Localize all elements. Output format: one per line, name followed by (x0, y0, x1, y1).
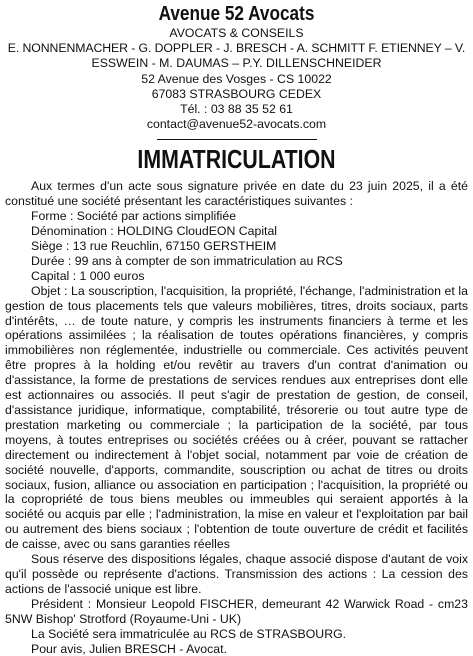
notice-immatriculation: La Société sera immatriculée au RCS de STRASBOURG. (31, 626, 347, 641)
firm-address-city: 67083 STRASBOURG CEDEX (151, 86, 322, 101)
notice-dispositions: Sous réserve des dispositions légales, chaque associé dispose d'autant de voix qu'il possède ou représente d'actions. Transmission des actions : La cession des actions de l'associé unique est libre. (5, 552, 468, 596)
notice-body (5, 179, 468, 656)
notice-president: Président : Monsieur Leopold FISCHER, demeurant 42 Warwick Road - cm23 5NW Bishop' Strotford (Royaume-Uni - UK) (5, 596, 468, 626)
notice-forme: Forme : Société par actions simplifiée (31, 209, 237, 224)
header-divider (157, 139, 317, 140)
notice-duree: Durée : 99 ans à compter de son immatriculation au RCS (31, 253, 343, 268)
law-firm-header (5, 2, 468, 132)
notice-siege: Siège : 13 rue Reuchlin, 67150 GERSTHEIM (31, 239, 277, 254)
notice-title: IMMATRICULATION (137, 144, 336, 175)
notice-denomination: Dénomination : HOLDING CloudEON Capital (31, 224, 278, 239)
firm-name: Avenue 52 Avocats (158, 3, 315, 25)
firm-email: contact@avenue52-avocats.com (146, 117, 327, 132)
notice-signature: Pour avis, Julien BRESCH - Avocat. (31, 641, 227, 656)
partners-line-1: E. NONNENMACHER - G. DOPPLER - J. BRESCH - A. SCHMITT F. ETIENNEY – V. (7, 41, 466, 56)
notice-objet: Objet : La souscription, l'acquisition, la propriété, l'échange, l'administration et la gestion de tous placements tels que valeurs mobilières, titres, droits sociaux, parts d'intérêts, … de toute nature, y compris les instruments financiers à terme et les opérations assimilées ; la réalisation de toutes opérations financières, y compris immobilières non réglementée, industrielle ou commerciale. Ces activités peuvent être propres à la holding et/ou revêtir au travers d'un contrat d'animation ou d'assistance, la forme de prestations de services rendues aux entreprises dont elle est actionnaires ou associés. Il peut s'agir de prestation de gestion, de conseil, d'assistance juridique, informatique, comptabilité, trésorerie ou tout autre type de prestation marketing ou commerciale ; la participation de la société, par tous moyens, à toutes entreprises ou sociétés créées ou à créer, pouvant se rattacher directement ou indirectement à l'objet social, notamment par voie de création de société nouvelle, d'apports, commandite, souscription ou achat de titres ou droits sociaux, fusion, alliance ou association en participation ; l'acquisition, la propriété ou la copropriété de tous biens meubles ou immeubles qui seraient apportés à la société ou acquis par elle ; l'administration, la mise en valeur et l'exploitation par bail ou autrement des biens sociaux ; l'obtention de toute ouverture de crédit et facilités de caisse, avec ou sans garanties réelles (5, 283, 468, 552)
notice-intro: Aux termes d'un acte sous signature privée en date du 23 juin 2025, il a été constitué une société présentant les caractéristiques suivantes : (5, 179, 468, 209)
legal-notice-page (0, 2, 473, 656)
firm-phone: Tél. : 03 88 35 52 61 (180, 102, 293, 117)
notice-capital: Capital : 1 000 euros (31, 268, 145, 283)
firm-address-street: 52 Avenue des Vosges - CS 10022 (141, 71, 332, 86)
firm-subtitle: AVOCATS & CONSEILS (169, 26, 304, 40)
partners-line-2: ESSWEIN - M. DAUMAS – P.Y. DILLENSCHNEIDER (91, 56, 382, 71)
